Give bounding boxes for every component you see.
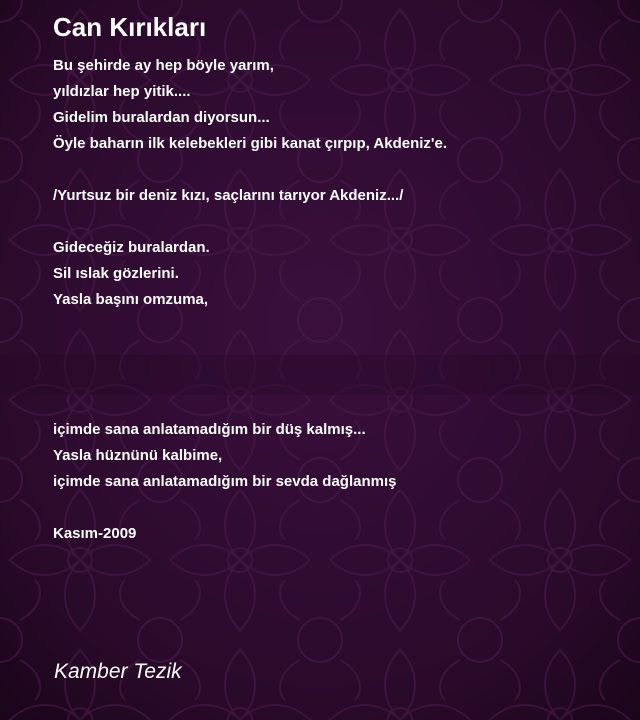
poem-line xyxy=(53,391,613,417)
poem-title: Can Kırıkları xyxy=(53,12,207,42)
poem-line: Öyle baharın ilk kelebekleri gibi kanat çırpıp, Akdeniz'e. xyxy=(53,135,447,152)
poem-line xyxy=(53,495,613,521)
poem-author: Kamber Tezik xyxy=(54,660,182,683)
poem-line: yıldızlar hep yitik.... xyxy=(53,83,191,100)
poem-line xyxy=(53,365,613,391)
poem-line xyxy=(53,313,613,339)
poem-body xyxy=(53,53,613,547)
poem-line: içimde sana anlatamadığım bir sevda dağlanmış xyxy=(53,473,397,490)
poem-line xyxy=(53,339,613,365)
poem-line xyxy=(53,157,613,183)
poem-line: Kasım-2009 xyxy=(53,525,137,542)
poem-line: Gideceğiz buralardan. xyxy=(53,239,210,256)
poem-line: /Yurtsuz bir deniz kızı, saçlarını tarıyor Akdeniz.../ xyxy=(53,187,404,204)
poem-line xyxy=(53,209,613,235)
poem-line: Gidelim buralardan diyorsun... xyxy=(53,109,270,126)
poem-line: Sil ıslak gözlerini. xyxy=(53,265,179,282)
poem-line: Yasla başını omzuma, xyxy=(53,291,209,308)
poem-line: içimde sana anlatamadığım bir düş kalmış... xyxy=(53,421,366,438)
poem-line: Bu şehirde ay hep böyle yarım, xyxy=(53,57,274,74)
poem-line: Yasla hüznünü kalbime, xyxy=(53,447,223,464)
